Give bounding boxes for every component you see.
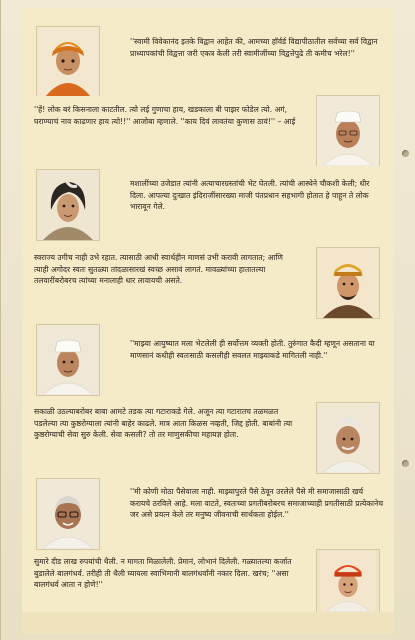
quote-text-balgandharva: सुमारे दीड लाख रुपयांची थैली. न मागता मिळालेली. प्रेमानं, लोभानं दिलेली. गळ्यातल्या कर्जात बुडालेले बालगंधर्व. तरीही ती थैली घ्यायला स्वाभिमानी बालगंधर्वांनी नकार दिला. खरंच; ''असा बालगंधर्व आता न होणे!'' [34, 557, 292, 590]
portrait-shivaji-image [317, 248, 379, 318]
quote-card-balgandharva [22, 550, 394, 612]
quote-text-baba-amte: सकाळी उठल्याबरोबर बाबा आमटे तडक त्या गटाराकडे गेले. अजून त्या गटारातच तळमळत पडलेल्या त्या कुष्ठरोग्याला त्यांनी बाहेर काढले. मात्र आता किळस नव्हती, जिद्द होती. बाबांनी त्या कुष्ठरोग्याची सेवा सुरु केली. सेवा कसली? तो तर माणुसकीचा महायज्ञ होता. [34, 407, 293, 440]
portrait-shastri-image [37, 325, 99, 395]
quote-text-shivaji: स्वराज्य उगीच नाही उभे रहात. त्यासाठी आधी स्वार्थहीन माणसं उभी करावी लागतात; आणि त्याही अगोदर स्वतः सुतळ्या तांदळासारखं स्वच्छ असावं लागतं. मावळ्यांच्या हातातल्या तलवारींबरोबरच त्यांच्या मनालाही धार लावायची असते. [34, 253, 283, 286]
portrait-vivekananda [36, 26, 100, 98]
portrait-baba-amte [316, 402, 380, 474]
quote-text-anna-hazare: ''हें! लोक बरं किसनाला काटतील. त्यो लई गुणाचा हाय, खडकाला बी पाझर फोडेल त्यो. अगं, घराण्याचं नाव काढणार हाय त्यो!!'' आजोबा म्हणाले. ''काय दिवं लावतंया कुणास ठावं!'' – आई [34, 105, 296, 126]
portrait-philanthropist [36, 478, 100, 550]
quote-card-baba-amte [22, 398, 394, 478]
bottom-band [22, 612, 394, 634]
portrait-anna-hazare-image [317, 96, 379, 166]
portrait-indira-gandhi [36, 169, 100, 241]
portrait-balgandharva [316, 549, 380, 613]
quote-card-indira-gandhi [22, 166, 394, 244]
quote-card-shastri [22, 322, 394, 398]
quote-text-indira-gandhi: मशालींच्या उजेडात त्यांनी अत्याचारग्रस्तांची भेट घेतली. त्यांची आस्थेने चौकशी केली; धीर दिला. आपल्या दुःखात इंदिराजींसारख्या माजी पंतप्रधान सहभागी होतात हे पाहून ते लोक भारावून गेले. [130, 179, 370, 212]
quote-text-shastri: ''माझ्या आयुष्यात मला भेटलेली ही सर्वोत्तम व्यक्ती होती. तुरुंगात कैदी म्हणून असताना या माणसानं कधीही स्वतःसाठी कसलीही सवलत माझ्याकडे मागितली नाही.'' [130, 339, 375, 360]
quote-card-vivekananda [22, 28, 394, 96]
quote-card-anna-hazare [22, 96, 394, 166]
binding-hole-top [402, 150, 409, 157]
portrait-shivaji [316, 247, 380, 319]
portrait-shastri [36, 324, 100, 396]
portrait-anna-hazare [316, 95, 380, 167]
portrait-indira-gandhi-image [37, 170, 99, 240]
portrait-vivekananda-image [37, 27, 99, 97]
quote-text-philanthropist: ''मी कोणी मोठा पैसेवाला नाही. माझ्यापुरते पैसे ठेवून उरलेले पैसे मी समाजासाठी खर्च करायचे ठरविले आहे. मला वाटते, स्वतःच्या प्रगतीबरोबरच समाजाच्याही प्रगतीसाठी प्रत्येकानेच जर असे प्रयत्न केले तर मनुष्य जीवनाची सार्थकता होईल.'' [130, 487, 384, 520]
binding-hole-bottom [402, 460, 409, 467]
quote-text-vivekananda: ''स्वामी विवेकानंद इतके विद्वान आहेत की, आमच्या हॉर्वर्ड विद्यापीठातील सर्वच्या सर्व विद्वान प्राध्यापकांची विद्वत्ता जरी एकत्र केली तरी स्वामीजींच्या विद्वत्तेपुढे ती कमीच भरेल!'' [130, 37, 378, 58]
portrait-balgandharva-image [317, 550, 379, 612]
portrait-baba-amte-image [317, 403, 379, 473]
top-band [22, 8, 394, 28]
portrait-philanthropist-image [37, 479, 99, 549]
quote-card-shivaji [22, 244, 394, 322]
quote-card-philanthropist [22, 478, 394, 550]
